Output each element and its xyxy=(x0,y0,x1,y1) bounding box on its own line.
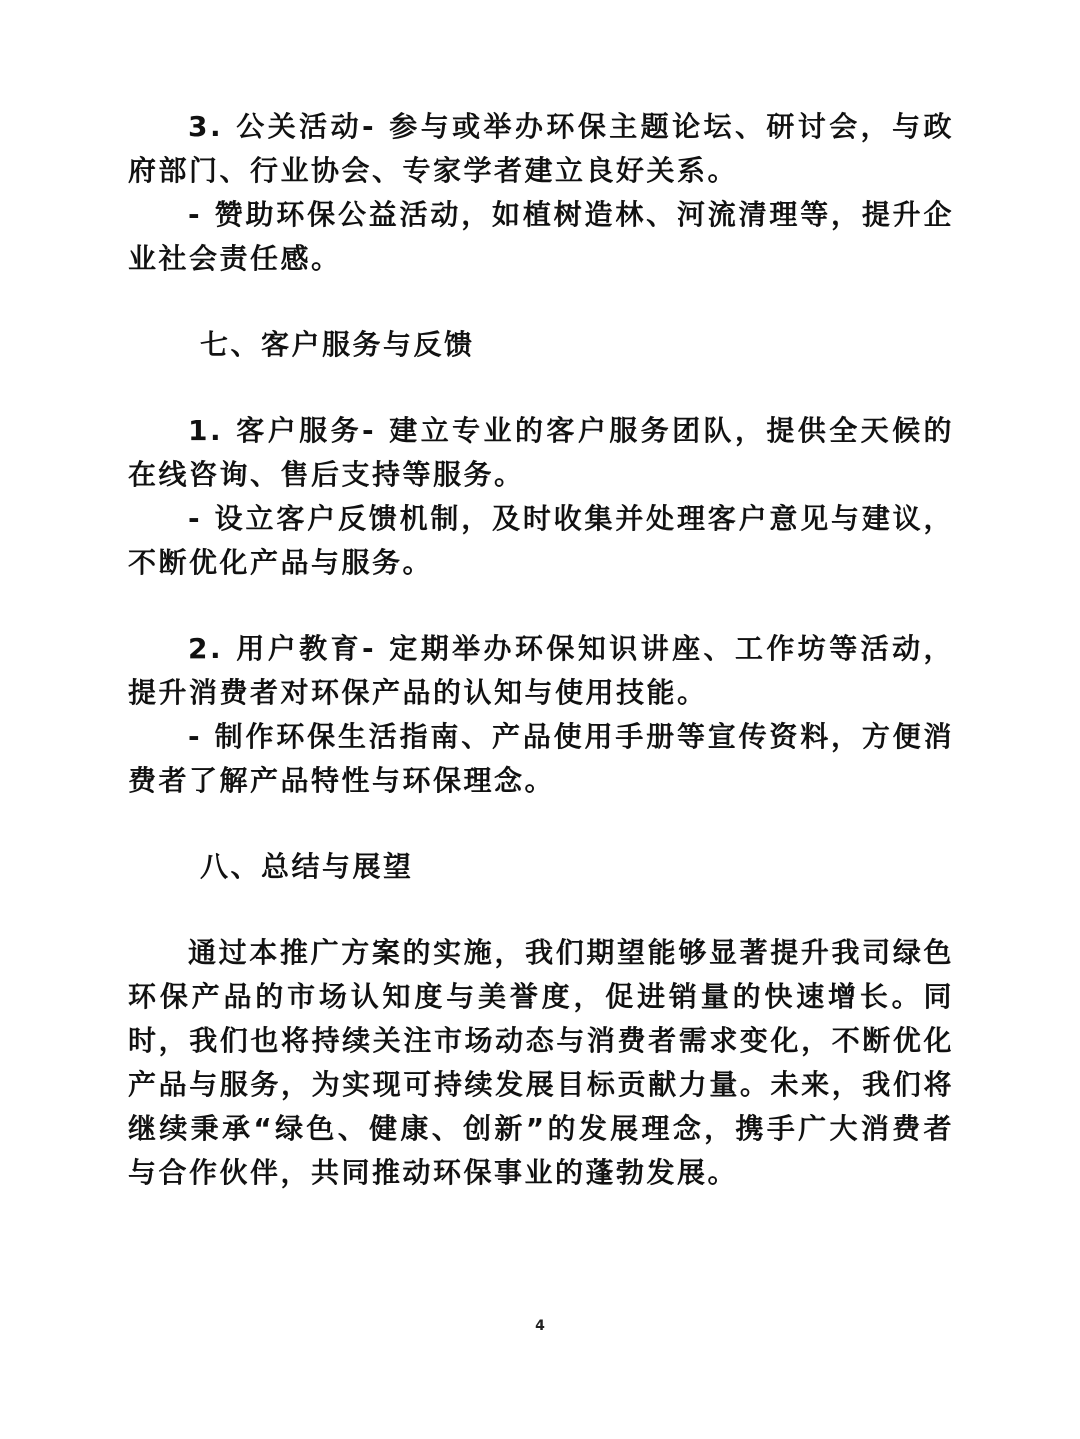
paragraph-customer-service: 1. 客户服务- 建立专业的客户服务团队，提供全天候的在线咨询、售后支持等服务。 xyxy=(128,414,954,491)
paragraph-public-relations: 3. 公关活动- 参与或举办环保主题论坛、研讨会，与政府部门、行业协会、专家学者建立良好关系。 xyxy=(128,110,954,187)
document-body xyxy=(128,105,954,1195)
section-heading-summary: 八、总结与展望 xyxy=(200,850,414,883)
paragraph-guides-manuals: - 制作环保生活指南、产品使用手册等宣传资料，方便消费者了解产品特性与环保理念。 xyxy=(128,720,954,797)
section-heading-customer-service: 七、客户服务与反馈 xyxy=(200,328,475,361)
paragraph-sponsorship: - 赞助环保公益活动，如植树造林、河流清理等，提升企业社会责任感。 xyxy=(128,198,954,275)
paragraph-summary: 通过本推广方案的实施，我们期望能够显著提升我司绿色环保产品的市场认知度与美誉度，促进销量的快速增长。同时，我们也将持续关注市场动态与消费者需求变化，不断优化产品与服务，为实现可持续发展目标贡献力量。未来，我们将继续秉承“绿色、健康、创新”的发展理念，携手广大消费者与合作伙伴，共同推动环保事业的蓬勃发展。 xyxy=(128,936,954,1189)
paragraph-user-education: 2. 用户教育- 定期举办环保知识讲座、工作坊等活动，提升消费者对环保产品的认知与使用技能。 xyxy=(128,632,954,709)
paragraph-feedback-mechanism: - 设立客户反馈机制，及时收集并处理客户意见与建议，不断优化产品与服务。 xyxy=(128,502,954,579)
page-number: 4 xyxy=(535,1318,545,1334)
